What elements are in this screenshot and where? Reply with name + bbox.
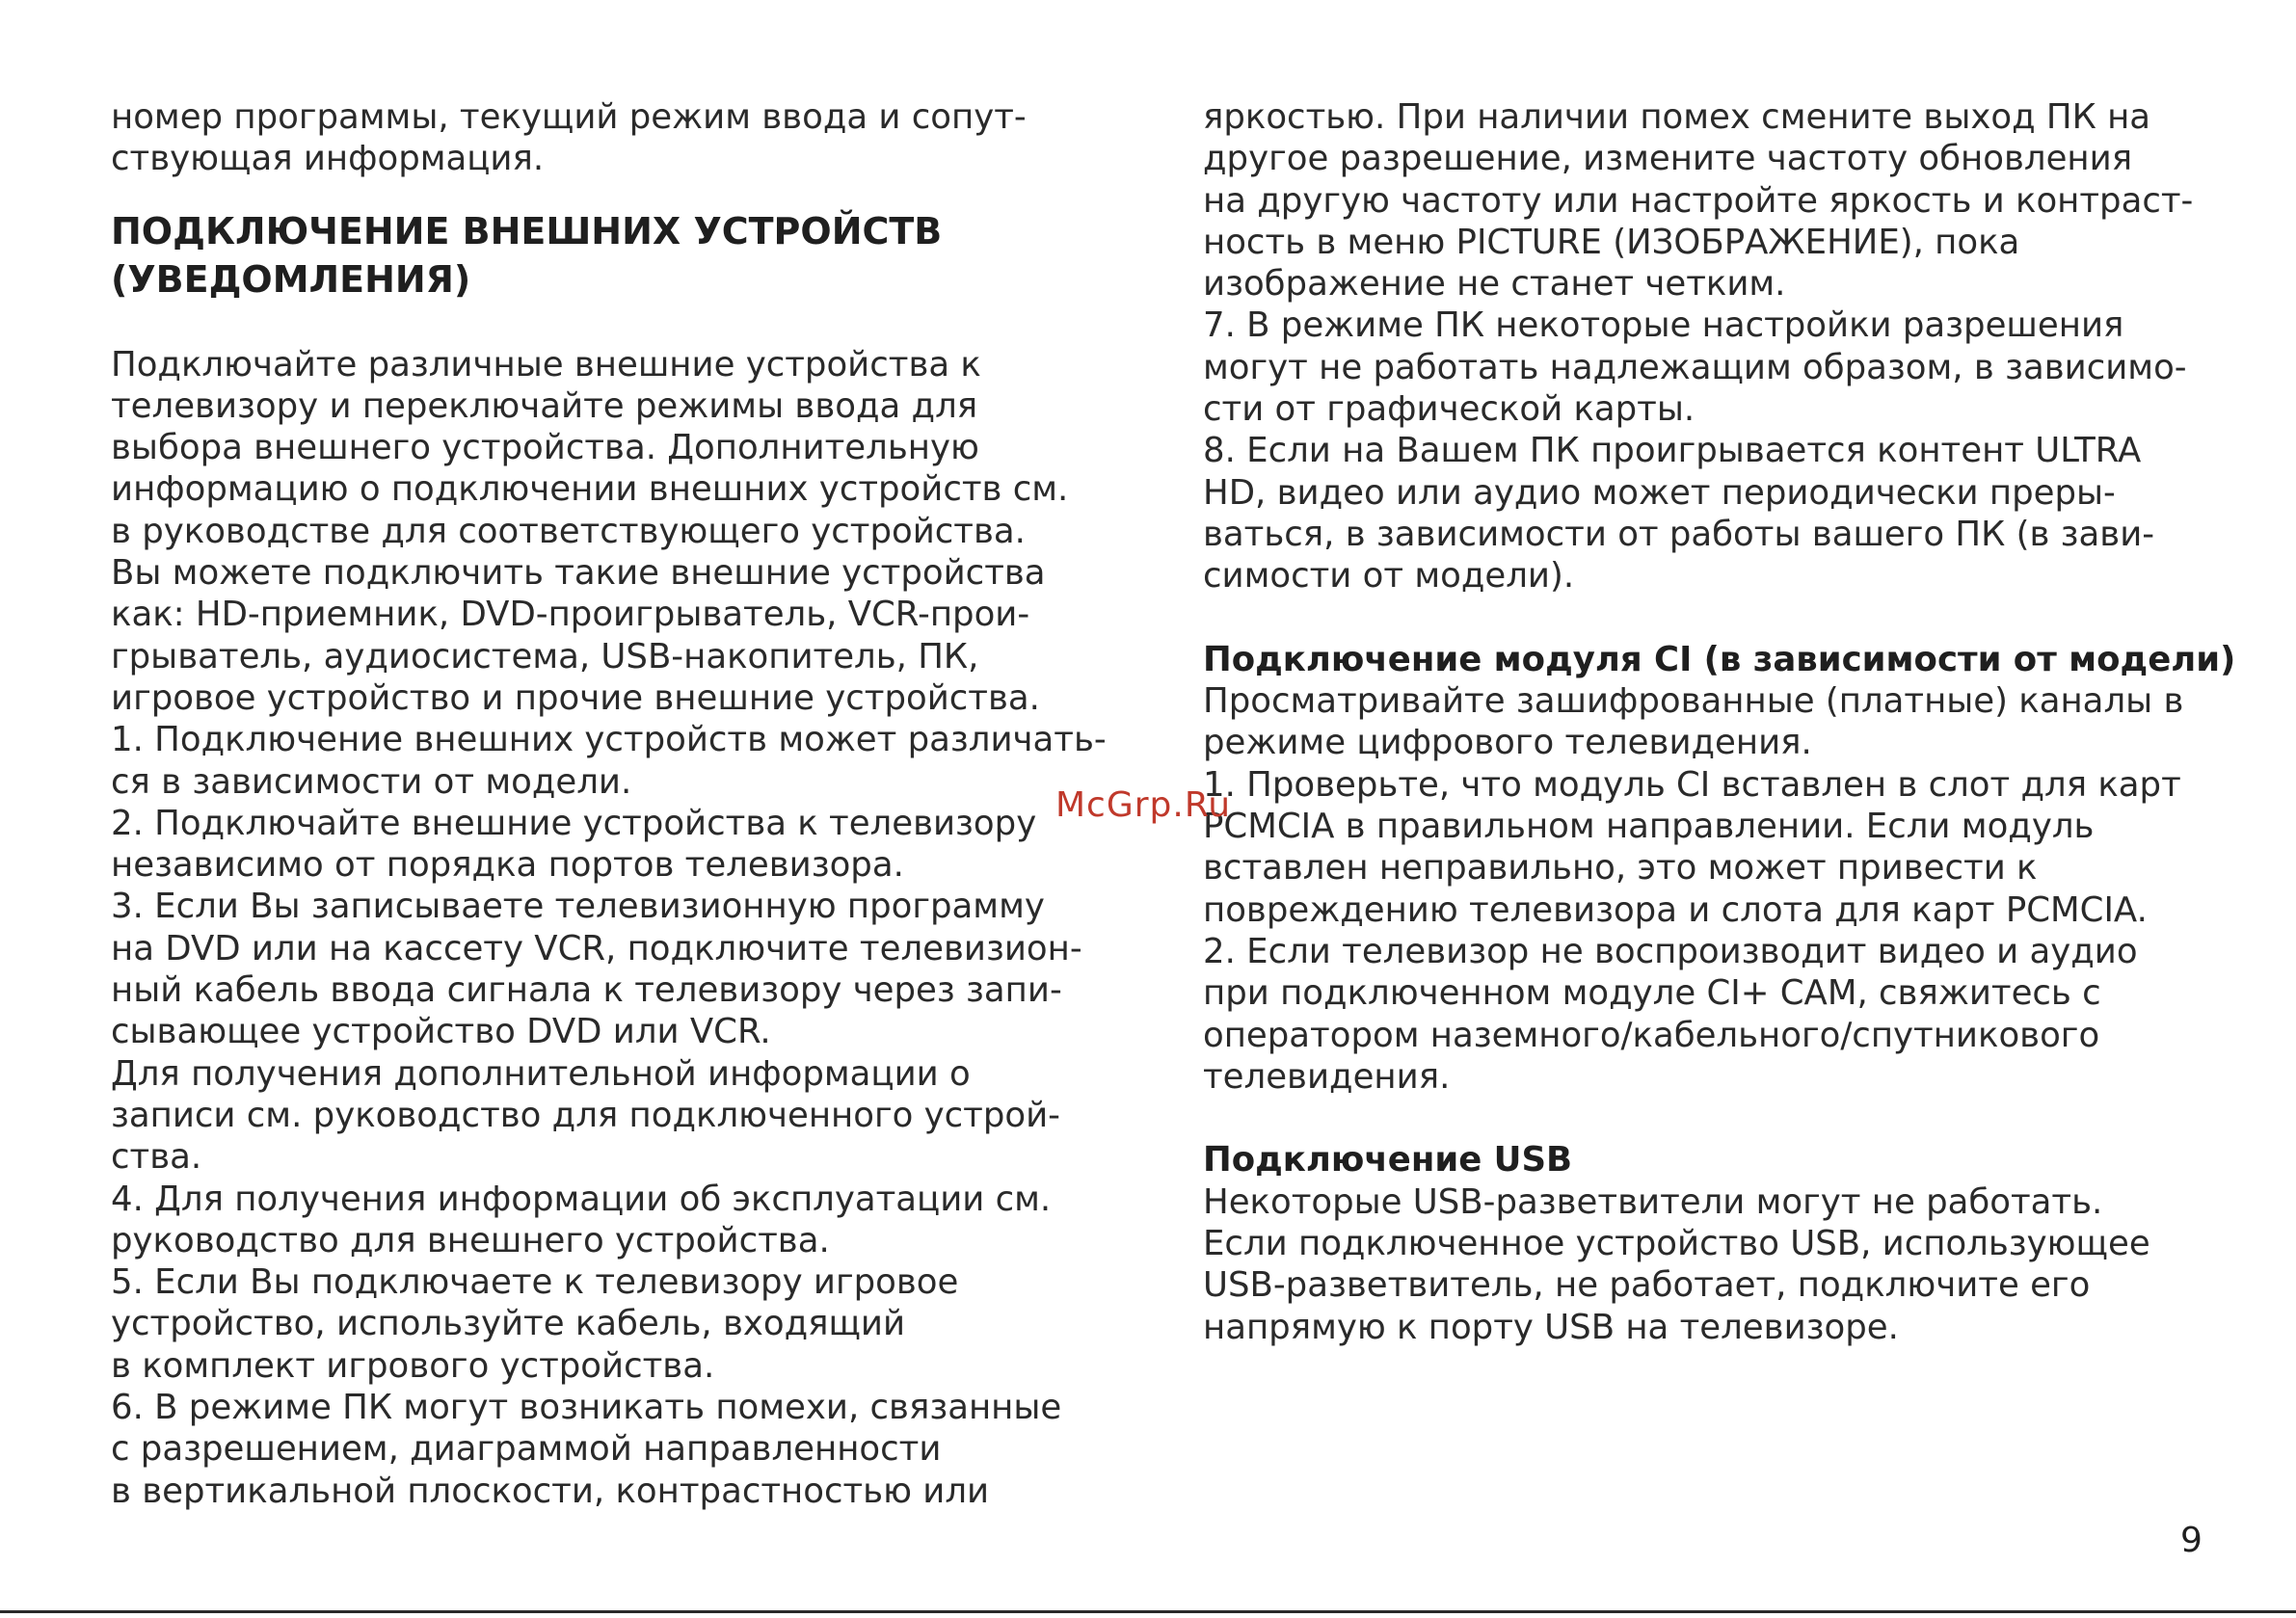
body-line: как: HD-приемник, DVD-проигрыватель, VCR-прои-	[111, 595, 1030, 635]
body-line: информацию о подключении внешних устройств см.	[111, 469, 1069, 510]
body-line: сывающее устройство DVD или VCR.	[111, 1012, 771, 1052]
body-line: симости от модели).	[1203, 556, 1575, 597]
intro-line: ствующая информация.	[111, 139, 545, 179]
body-line: вставлен неправильно, это может привести к	[1203, 848, 2038, 889]
intro-line: номер программы, текущий режим ввода и сопут-	[111, 97, 1027, 137]
body-line: в вертикальной плоскости, контрастностью или	[111, 1471, 990, 1511]
body-line: сти от графической карты.	[1203, 389, 1695, 430]
body-line: 6. В режиме ПК могут возникать помехи, связанные	[111, 1388, 1062, 1428]
body-line: записи см. руководство для подключенного устрой-	[111, 1095, 1060, 1135]
body-line: 8. Если на Вашем ПК проигрывается контент ULTRA	[1203, 431, 2142, 471]
body-line: игровое устройство и прочие внешние устройства.	[111, 677, 1040, 718]
body-line: в руководстве для соответствующего устройства.	[111, 511, 1026, 551]
body-line: телевизору и переключайте режимы ввода для	[111, 385, 978, 426]
body-line: 5. Если Вы подключаете к телевизору игровое	[111, 1262, 959, 1303]
body-line: PCMCIA в правильном направлении. Если модуль	[1203, 807, 2095, 847]
body-line: USB-разветвитель, не работает, подключите его	[1203, 1265, 2091, 1306]
body-line: независимо от порядка портов телевизора.	[111, 845, 904, 886]
body-line: повреждению телевизора и слота для карт PCMCIA.	[1203, 889, 2148, 930]
body-line: режиме цифрового телевидения.	[1203, 723, 1812, 763]
body-line: Если подключенное устройство USB, использующее	[1203, 1224, 2150, 1264]
body-line: на другую частоту или настройте яркость и контраст-	[1203, 180, 2194, 221]
watermark: McGrp.Ru	[1055, 785, 1232, 825]
body-line: 1. Подключение внешних устройств может различать-	[111, 720, 1107, 760]
body-line: Просматривайте зашифрованные (платные) каналы в	[1203, 681, 2184, 722]
body-line: оператором наземного/кабельного/спутникового	[1203, 1015, 2100, 1055]
body-line: выбора внешнего устройства. Дополнительную	[111, 428, 979, 468]
body-line: ный кабель ввода сигнала к телевизору через запи-	[111, 970, 1062, 1011]
body-line: изображение не станет четким.	[1203, 264, 1786, 305]
body-line: другое разрешение, измените частоту обновления	[1203, 139, 2133, 179]
body-line: на DVD или на кассету VCR, подключите телевизион-	[111, 928, 1082, 968]
body-line: яркостью. При наличии помех смените выход ПК на	[1203, 97, 2151, 137]
bottom-rule	[0, 1610, 2296, 1613]
body-line: телевидения.	[1203, 1056, 1451, 1097]
body-line: 3. Если Вы записываете телевизионную программу	[111, 887, 1045, 927]
usb-heading: Подключение USB	[1203, 1140, 1573, 1180]
body-line: HD, видео или аудио может периодически преры-	[1203, 472, 2116, 513]
body-line: грыватель, аудиосистема, USB-накопитель, ПК,	[111, 636, 979, 676]
body-line: 4. Для получения информации об эксплуатации см.	[111, 1179, 1052, 1219]
body-line: ся в зависимости от модели.	[111, 761, 632, 802]
page-number: 9	[2180, 1521, 2203, 1560]
body-line: в комплект игрового устройства.	[111, 1345, 715, 1386]
body-line: ваться, в зависимости от работы вашего ПК (в зави-	[1203, 514, 2155, 554]
body-line: ства.	[111, 1137, 202, 1178]
body-line: ность в меню PICTURE (ИЗОБРАЖЕНИЕ), пока	[1203, 222, 2020, 262]
body-line: могут не работать надлежащим образом, в зависимо-	[1203, 347, 2187, 387]
right-column	[1203, 96, 2236, 1348]
body-line: Некоторые USB-разветвители могут не работать.	[1203, 1181, 2103, 1222]
section-heading: ПОДКЛЮЧЕНИЕ ВНЕШНИХ УСТРОЙСТВ	[111, 209, 943, 252]
body-line: с разрешением, диаграммой направленности	[111, 1429, 942, 1470]
body-line: при подключенном модуле CI+ CAM, свяжитесь с	[1203, 973, 2101, 1014]
ci-heading: Подключение модуля CI (в зависимости от модели)	[1203, 639, 2236, 679]
body-line: 7. В режиме ПК некоторые настройки разрешения	[1203, 305, 2124, 346]
body-line: Подключайте различные внешние устройства к	[111, 344, 981, 385]
body-line: 1. Проверьте, что модуль CI вставлен в слот для карт	[1203, 764, 2181, 805]
section-heading: (УВЕДОМЛЕНИЯ)	[111, 257, 471, 301]
body-line: напрямую к порту USB на телевизоре.	[1203, 1307, 1899, 1347]
body-line: устройство, используйте кабель, входящий	[111, 1304, 906, 1344]
body-line: руководство для внешнего устройства.	[111, 1220, 830, 1260]
body-line: 2. Подключайте внешние устройства к телевизору	[111, 803, 1037, 843]
left-column	[111, 96, 1107, 1512]
body-line: Вы можете подключить такие внешние устройства	[111, 553, 1046, 594]
body-line: 2. Если телевизор не воспроизводит видео и аудио	[1203, 931, 2138, 971]
body-line: Для получения дополнительной информации о	[111, 1053, 971, 1094]
